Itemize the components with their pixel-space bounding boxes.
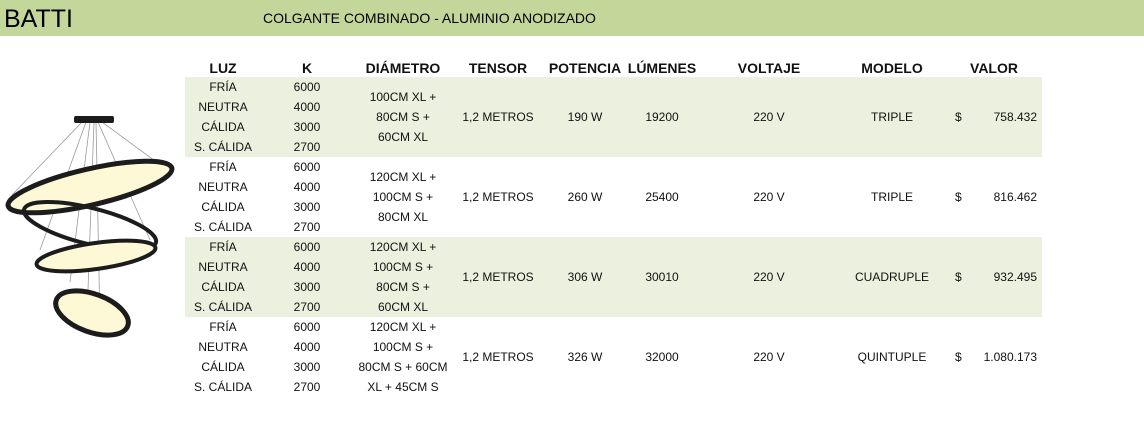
diameter-cell: [338, 317, 468, 397]
kelvin-value: 3000: [293, 280, 321, 294]
diameter-line: 80CM S + 60CM: [358, 360, 448, 374]
diameter-line: 100CM S +: [372, 190, 434, 204]
diameter-line: 120CM XL +: [369, 170, 437, 184]
model-cell: CUADRUPLE: [854, 270, 930, 284]
power-cell: 260 W: [567, 190, 603, 204]
kelvin-value: 2700: [293, 300, 321, 314]
diameter-line: 120CM XL +: [369, 320, 437, 334]
column-header: TENSOR: [468, 60, 528, 76]
table-row-group: [185, 157, 1042, 237]
power-cell: 306 W: [567, 270, 603, 284]
light-type: CÁLIDA: [201, 360, 245, 374]
currency-symbol: $: [955, 110, 962, 124]
kelvin-value: 6000: [293, 320, 321, 334]
light-type: FRÍA: [209, 80, 237, 94]
diameter-line: 100CM S +: [372, 340, 434, 354]
kelvin-value: 3000: [293, 200, 321, 214]
diameter-line: 60CM XL: [377, 300, 429, 314]
product-subtitle: COLGANTE COMBINADO - ALUMINIO ANODIZADO: [263, 10, 596, 26]
kelvin-value: 4000: [293, 260, 321, 274]
tensor-cell: 1,2 METROS: [462, 270, 534, 284]
column-header: LÚMENES: [627, 60, 697, 76]
diameter-cell: [338, 87, 468, 147]
kelvin-value: 4000: [293, 340, 321, 354]
brand-title: BATTI: [4, 5, 73, 33]
price-value: 1.080.173: [983, 350, 1037, 364]
diameter-line: 100CM XL +: [369, 90, 437, 104]
tensor-cell: 1,2 METROS: [462, 110, 534, 124]
power-cell: 190 W: [567, 110, 603, 124]
kelvin-value: 6000: [293, 240, 321, 254]
diameter-line: 80CM XL: [377, 210, 429, 224]
light-type: S. CÁLIDA: [193, 380, 253, 394]
light-type: CÁLIDA: [201, 280, 245, 294]
light-type: FRÍA: [209, 160, 237, 174]
model-cell: TRIPLE: [870, 190, 914, 204]
lumens-cell: 25400: [645, 190, 679, 204]
lumens-cell: 19200: [645, 110, 679, 124]
column-header: MODELO: [861, 60, 923, 76]
diameter-cell: [338, 237, 468, 317]
column-header: DIÁMETRO: [365, 60, 441, 76]
currency-symbol: $: [955, 190, 962, 204]
light-type: S. CÁLIDA: [193, 300, 253, 314]
kelvin-value: 6000: [293, 80, 321, 94]
voltage-cell: 220 V: [753, 350, 785, 364]
power-cell: 326 W: [567, 350, 603, 364]
model-cell: QUINTUPLE: [857, 350, 927, 364]
diameter-line: 120CM XL +: [369, 240, 437, 254]
voltage-cell: 220 V: [753, 270, 785, 284]
diameter-line: 100CM S +: [372, 260, 434, 274]
light-type: CÁLIDA: [201, 120, 245, 134]
price-value: 816.462: [993, 190, 1037, 204]
title-banner: [0, 0, 1144, 36]
light-type: FRÍA: [209, 240, 237, 254]
pendant-lamp-image: [0, 100, 185, 350]
light-type: NEUTRA: [198, 340, 248, 354]
voltage-cell: 220 V: [753, 110, 785, 124]
diameter-line: XL + 45CM S: [367, 380, 439, 394]
column-header: K: [301, 60, 313, 76]
currency-symbol: $: [955, 270, 962, 284]
price-value: 758.432: [993, 110, 1037, 124]
kelvin-value: 2700: [293, 220, 321, 234]
lumens-cell: 30010: [645, 270, 679, 284]
table-row-group: [185, 77, 1042, 157]
lumens-cell: 32000: [645, 350, 679, 364]
light-type: S. CÁLIDA: [193, 220, 253, 234]
kelvin-value: 3000: [293, 120, 321, 134]
kelvin-value: 4000: [293, 100, 321, 114]
diameter-cell: [338, 167, 468, 227]
kelvin-value: 2700: [293, 140, 321, 154]
light-type: FRÍA: [209, 320, 237, 334]
diameter-line: 80CM S +: [376, 280, 430, 294]
column-header: LUZ: [209, 60, 237, 76]
table-row-group: [185, 317, 1042, 397]
currency-symbol: $: [955, 350, 962, 364]
tensor-cell: 1,2 METROS: [462, 190, 534, 204]
light-type: NEUTRA: [198, 180, 248, 194]
price-value: 932.495: [993, 270, 1037, 284]
light-type: NEUTRA: [198, 260, 248, 274]
kelvin-value: 2700: [293, 380, 321, 394]
diameter-line: 80CM S +: [376, 110, 430, 124]
table-row-group: [185, 237, 1042, 317]
light-type: NEUTRA: [198, 100, 248, 114]
light-type: CÁLIDA: [201, 200, 245, 214]
kelvin-value: 6000: [293, 160, 321, 174]
kelvin-value: 3000: [293, 360, 321, 374]
kelvin-value: 4000: [293, 180, 321, 194]
tensor-cell: 1,2 METROS: [462, 350, 534, 364]
column-header: POTENCIA: [548, 60, 622, 76]
light-type: S. CÁLIDA: [193, 140, 253, 154]
model-cell: TRIPLE: [870, 110, 914, 124]
diameter-line: 60CM XL: [377, 130, 429, 144]
column-header: VALOR: [970, 60, 1018, 76]
column-header: VOLTAJE: [737, 60, 801, 76]
voltage-cell: 220 V: [753, 190, 785, 204]
